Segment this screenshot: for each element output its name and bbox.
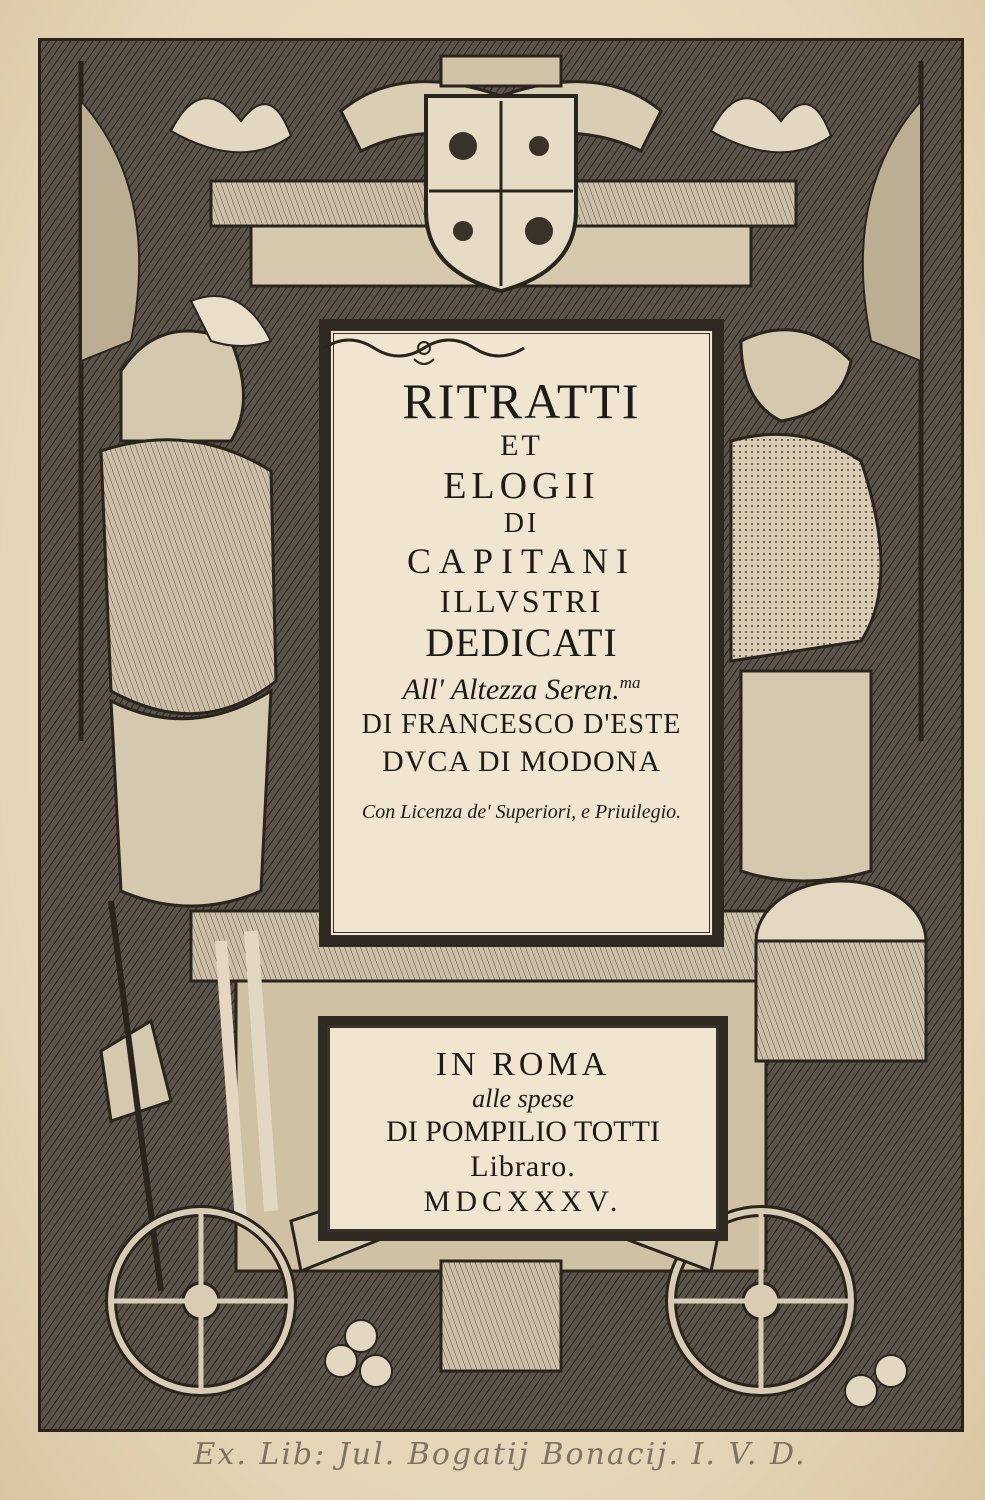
dedicatee-name: DI FRANCESCO D'ESTE xyxy=(361,709,682,740)
drum-icon xyxy=(756,881,926,1061)
dedicatee-title: DVCA DI MODONA xyxy=(381,745,661,778)
ownership-inscription: Ex. Lib: Jul. Bogatij Bonacij. I. V. D. xyxy=(193,1437,807,1472)
title-line-illustri: ILLVSTRI xyxy=(439,583,604,619)
altezza-superscript: ma xyxy=(619,673,641,692)
imprint-cartouche xyxy=(318,1016,728,1241)
title-line-di: DI xyxy=(503,508,540,539)
ornamental-flourish-icon xyxy=(319,327,529,369)
title-cartouche xyxy=(319,319,724,947)
altezza-text: All' Altezza Seren. xyxy=(402,673,620,706)
engraved-border xyxy=(38,38,964,1432)
imprint-place: IN ROMA xyxy=(435,1046,611,1083)
title-line-capitani: CAPITANI xyxy=(406,541,637,581)
imprint-panel xyxy=(327,1025,719,1232)
imprint-trade: Libraro. xyxy=(470,1150,576,1183)
title-panel xyxy=(330,330,713,936)
imprint-at-cost: alle spese xyxy=(472,1084,574,1113)
title-line-et: ET xyxy=(500,429,543,462)
dedication-heading: DEDICATI xyxy=(425,620,618,665)
licence-line: Con Licenza de' Superiori, e Priuilegio. xyxy=(361,801,682,823)
dedication-altezza xyxy=(334,666,709,707)
title-line-elogii: ELOGII xyxy=(443,465,600,507)
imprint-printer: DI POMPILIO TOTTI xyxy=(386,1115,660,1148)
imprint-date: MDCXXXV. xyxy=(423,1185,623,1218)
title-line-ritratti: RITRATTI xyxy=(402,373,641,429)
